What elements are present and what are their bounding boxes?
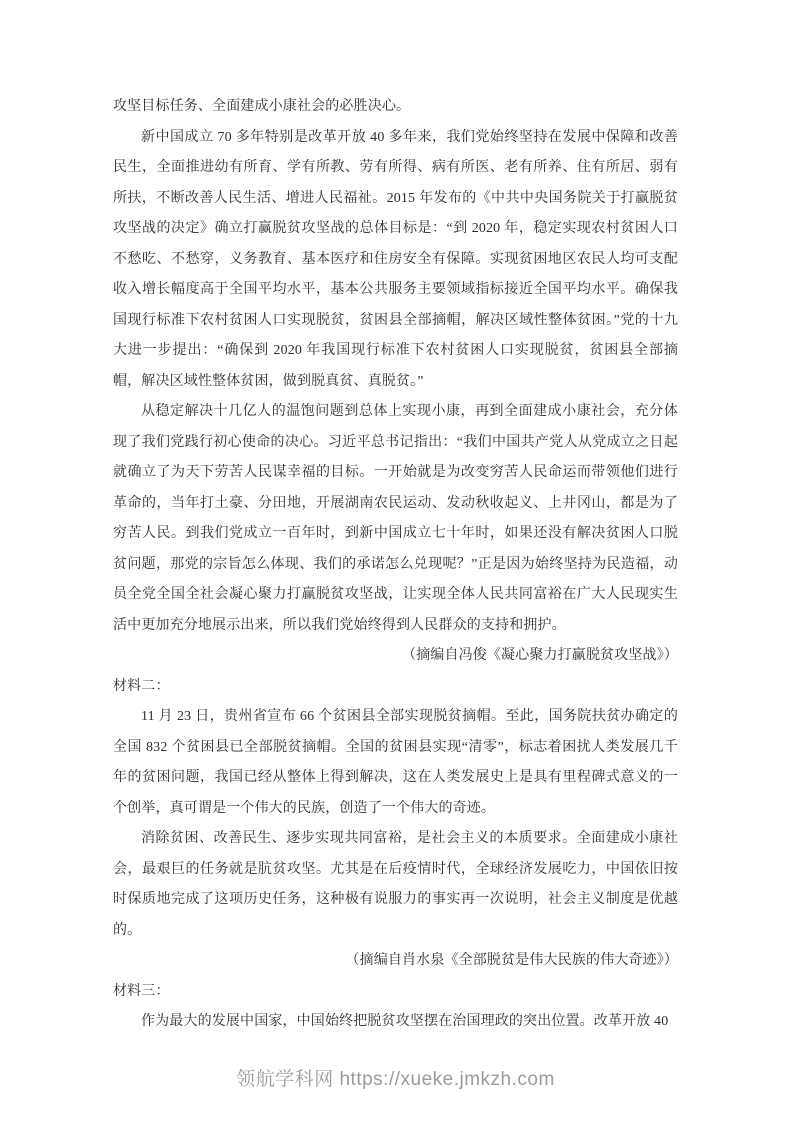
paragraph-material2-socialism: 消除贫困、改善民生、逐步实现共同富裕，是社会主义的本质要求。全面建成小康社会，最艰巨的任务就是肮贫攻坚。尤其是在后疫情时代，全球经济发展吃力，中国依旧按时保质地完成了这项历史任务，这种极有说服力的事实再一次说明，社会主义制度是优越的。 [113,831,678,938]
source-attribution-material2: （摘编自肖水泉《全部脱贫是伟大民族的伟大奇迹》） [345,953,678,968]
paragraph-material1-mission: 从稳定解决十几亿人的温饱问题到总体上实现小康，再到全面建成小康社会，充分体现了我们党践行初心使命的决心。习近平总书记指出：“我们中国共产党人从党成立之日起就确立了为天下劳苦人民谋幸福的目标。一开始就是为改变穷苦人民命运而带领他们进行革命的，当年打土豪、分田地，开展湖南农民运动、发动秋收起义、上井冈山，都是为了穷苦人民。到我们党成立一百年时，到新中国成立七十年时，如果还没有解决贫困人口脱贫问题，那党的宗旨怎么体现、我们的承诺怎么兑现呢？”正是因为始终坚持为民造福，动员全党全国全社会凝心聚力打赢脱贫攻坚战，让实现全体人民共同富裕在广大人民现实生活中更加充分地展示出来，所以我们党始终得到人民群众的支持和拥护。 [113,404,678,633]
material-3-label: 材料三： [113,983,170,999]
paragraph-material1-history: 新中国成立 70 多年特别是改革开放 40 多年来，我们党始终坚持在发展中保障和改善民生，全面推进幼有所育、学有所教、劳有所得、病有所医、老有所养、住有所居、弱有所扶，不断改善人民生活、增进人民福祉。2015 年发布的《中共中央国务院关于打赢脱贫攻坚战的决定》确立打赢脱贫攻坚战的总体目标是：“到 2020 年，稳定实现农村贫困人口不愁吃、不愁穿，义务教育、基本医疗和住房安全有保障。实现贫困地区农民人均可支配收入增长幅度高于全国平均水平，基本公共服务主要领域指标接近全国平均水平。确保我国现行标准下农村贫困人口实现脱贫，贫困县全部摘帽，解决区域性整体贫困。”党的十九大进一步提出：“确保到 2020 年我国现行标准下农村贫困人口实现脱贫，贫困县全部摘帽，解决区域性整体贫困，做到脱真贫、真脱贫。” [113,129,678,389]
material-2-label: 材料二： [113,678,170,694]
body-text [113,92,678,1038]
paragraph-material3-opening: 作为最大的发展中国家，中国始终把脱贫攻坚摆在治国理政的突出位置。改革开放 40 [141,1014,669,1029]
source-attribution-material1: （摘编自冯俊《凝心聚力打赢脱贫攻坚战》） [402,648,678,663]
paragraph-continuation: 攻坚目标任务、全面建成小康社会的必胜决心。 [113,99,411,114]
paragraph-material2-counties: 11 月 23 日，贵州省宣布 66 个贫困县全部实现脱贫摘帽。至此，国务院扶贫办确定的全国 832 个贫困县已全部脱贫摘帽。全国的贫困县实现“清零”，标志着困扰人类发展几千年的贫困问题，我国已经从整体上得到解决，这在人类发展史上是具有里程碑式意义的一个创举，真可谓是一个伟大的民族，创造了一个伟大的奇迹。 [113,709,678,816]
site-watermark: 领航学科网 https://xueke.jmkzh.com [236,1068,555,1090]
